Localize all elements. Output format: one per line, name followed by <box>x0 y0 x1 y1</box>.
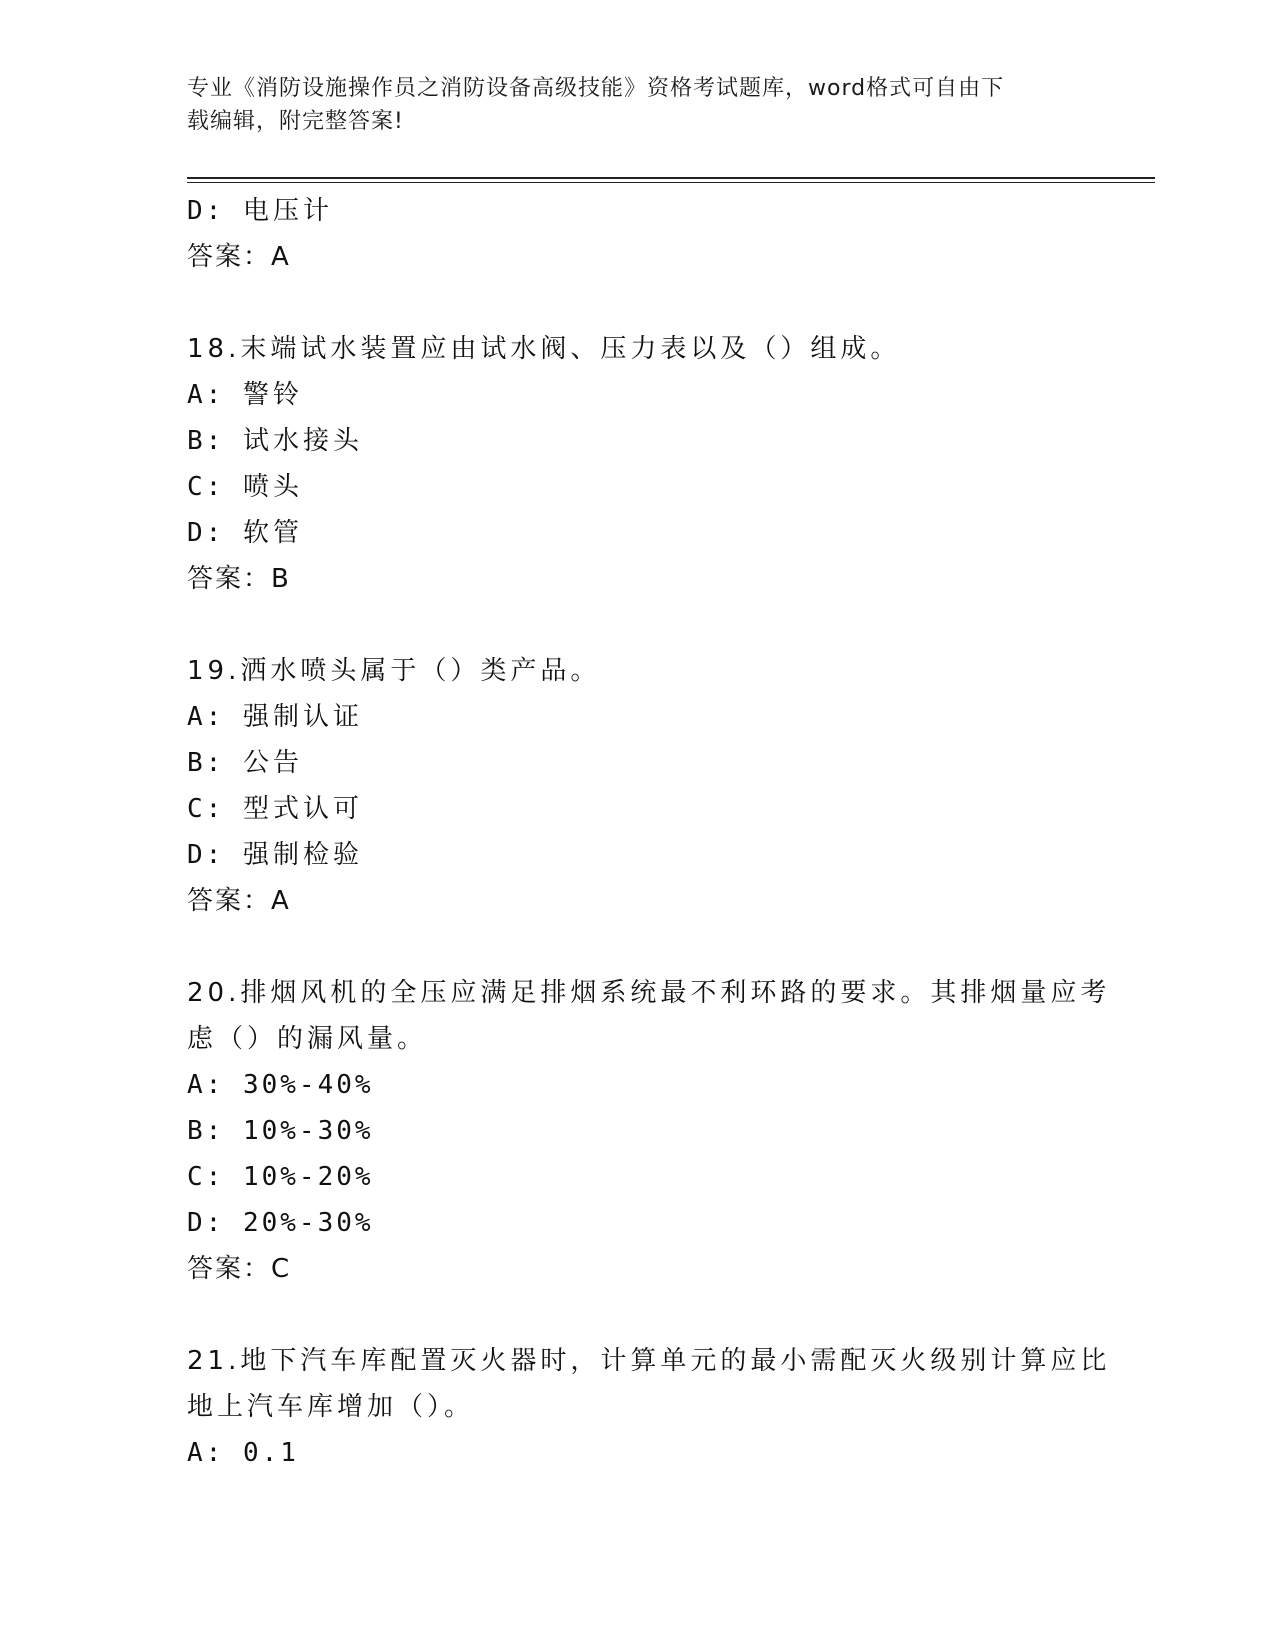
option-text: 10%-20% <box>242 1162 374 1192</box>
option-key: B: <box>187 748 225 778</box>
header-divider-thin <box>187 182 1155 183</box>
header-line-1: 专业《消防设施操作员之消防设备高级技能》资格考试题库，word格式可自由下 <box>187 76 1005 101</box>
q18-answer: 答案：B <box>187 564 291 594</box>
question-19-stem: 19.洒水喷头属于（）类产品。 <box>187 656 601 686</box>
q19-option-a <box>187 694 1087 740</box>
q18-option-c <box>187 464 1087 510</box>
option-key: A: <box>187 1070 225 1100</box>
question-21-stem-line-1: 21.地下汽车库配置灭火器时，计算单元的最小需配灭火级别计算应比 <box>187 1346 1111 1376</box>
q18-option-d <box>187 510 1087 556</box>
q20-option-b <box>187 1108 1087 1154</box>
option-key: D: <box>187 196 225 226</box>
option-text: 强制认证 <box>242 702 363 732</box>
option-key: C: <box>187 794 225 824</box>
option-text: 强制检验 <box>242 840 363 870</box>
option-key: C: <box>187 1162 225 1192</box>
option-key: C: <box>187 472 225 502</box>
option-text: 0.1 <box>242 1438 299 1468</box>
q19-option-c <box>187 786 1087 832</box>
q20-option-c <box>187 1154 1087 1200</box>
option-text: 10%-30% <box>242 1116 374 1146</box>
header-line-2: 载编辑，附完整答案! <box>187 109 404 134</box>
header-divider-thick <box>187 177 1155 179</box>
option-key: D: <box>187 518 225 548</box>
option-text: 软管 <box>242 518 303 548</box>
option-text: 30%-40% <box>242 1070 374 1100</box>
option-text: 公告 <box>242 748 303 778</box>
option-text: 20%-30% <box>242 1208 374 1238</box>
q19-answer: 答案：A <box>187 886 291 916</box>
q19-option-b <box>187 740 1087 786</box>
option-text: 警铃 <box>242 380 303 410</box>
option-text: 喷头 <box>242 472 303 502</box>
question-18-stem: 18.末端试水装置应由试水阀、压力表以及（）组成。 <box>187 334 901 364</box>
option-text: 型式认可 <box>242 794 363 824</box>
q20-option-d <box>187 1200 1087 1246</box>
option-key: A: <box>187 1438 225 1468</box>
prev-answer: 答案：A <box>187 242 291 272</box>
option-key: A: <box>187 702 225 732</box>
document-header <box>187 72 1067 138</box>
option-key: B: <box>187 1116 225 1146</box>
option-text: 试水接头 <box>242 426 363 456</box>
question-21-stem-line-2: 地上汽车库增加（）。 <box>187 1392 475 1422</box>
prev-option-d <box>187 188 1087 234</box>
option-key: B: <box>187 426 225 456</box>
q20-option-a <box>187 1062 1087 1108</box>
q20-answer: 答案：C <box>187 1254 292 1284</box>
question-20-stem-line-1: 20.排烟风机的全压应满足排烟系统最不利环路的要求。其排烟量应考 <box>187 978 1111 1008</box>
q18-option-b <box>187 418 1087 464</box>
question-list <box>187 188 1111 1476</box>
option-text: 电压计 <box>242 196 333 226</box>
option-key: D: <box>187 1208 225 1238</box>
question-20-stem-line-2: 虑（）的漏风量。 <box>187 1024 428 1054</box>
option-key: D: <box>187 840 225 870</box>
option-key: A: <box>187 380 225 410</box>
q18-option-a <box>187 372 1087 418</box>
q19-option-d <box>187 832 1087 878</box>
q21-option-a <box>187 1430 1087 1476</box>
